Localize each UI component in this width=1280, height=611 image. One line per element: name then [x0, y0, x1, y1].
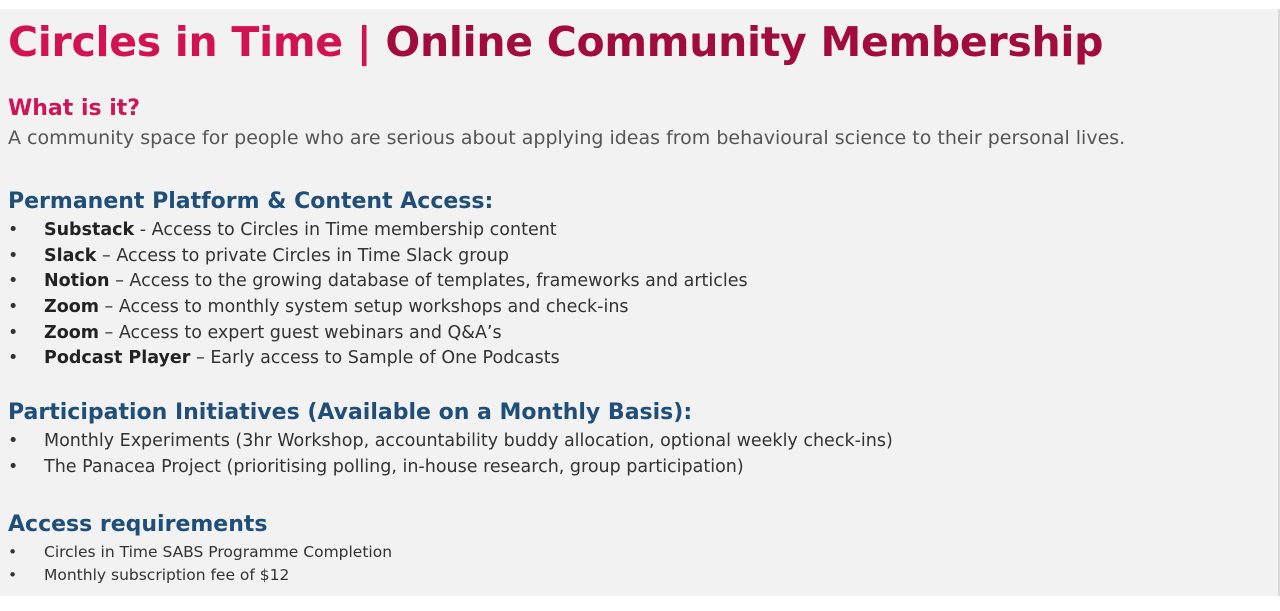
item-text: Early access to Sample of One Podcasts	[210, 348, 560, 369]
what-is-it-description: A community space for people who are serious about applying ideas from behavioural science to their personal lives.	[8, 127, 1126, 149]
list-item	[0, 218, 748, 244]
list-item	[0, 564, 392, 587]
bullet-icon: •	[8, 566, 18, 584]
item-separator: –	[109, 271, 130, 292]
item-name: Notion	[44, 271, 110, 292]
item-text: Access to Circles in Time membership content	[151, 220, 557, 240]
item-separator: –	[96, 245, 117, 266]
bullet-icon: •	[8, 431, 19, 451]
participation-heading: Participation Initiatives (Available on a Monthly Basis):	[8, 400, 693, 425]
list-item	[0, 295, 748, 321]
list-item	[0, 321, 748, 347]
item-name: Substack	[44, 220, 135, 240]
participation-list	[0, 429, 893, 480]
item-separator: –	[190, 348, 211, 369]
item-name: Slack	[44, 245, 97, 266]
list-item	[0, 541, 392, 564]
item-text: Access to the growing database of templates, frameworks and articles	[129, 271, 748, 292]
list-item	[0, 269, 748, 295]
bullet-icon: •	[8, 348, 19, 369]
item-separator: -	[134, 220, 152, 240]
item-separator: –	[98, 322, 119, 343]
access-heading: Access requirements	[8, 512, 268, 537]
list-item	[0, 429, 893, 455]
item-text: Monthly subscription fee of $12	[44, 566, 290, 584]
title-product: Online Community Membership	[385, 18, 1104, 66]
what-is-it-heading: What is it?	[8, 96, 141, 121]
page-title	[8, 18, 1103, 67]
bullet-icon: •	[8, 543, 18, 561]
platform-list	[0, 218, 748, 372]
item-name: Zoom	[44, 322, 99, 343]
item-text: Access to monthly system setup workshops and check-ins	[118, 297, 629, 318]
item-text: Circles in Time SABS Programme Completion	[44, 543, 393, 561]
bullet-icon: •	[8, 271, 19, 292]
item-text: Monthly Experiments (3hr Workshop, accountability buddy allocation, optional weekly check-ins)	[44, 431, 893, 451]
bullet-icon: •	[8, 220, 19, 240]
item-text: The Panacea Project (prioritising polling, in-house research, group participation)	[44, 456, 744, 477]
bullet-icon: •	[8, 297, 19, 318]
item-text: Access to private Circles in Time Slack group	[116, 245, 509, 266]
bullet-icon: •	[8, 456, 19, 477]
list-item	[0, 346, 748, 372]
platform-heading: Permanent Platform & Content Access:	[8, 189, 494, 214]
bullet-icon: •	[8, 245, 19, 266]
bullet-icon: •	[8, 322, 19, 343]
item-name: Zoom	[44, 297, 99, 318]
title-brand: Circles in Time |	[8, 18, 386, 66]
access-list	[0, 541, 392, 587]
item-name: Podcast Player	[44, 348, 191, 369]
item-separator: –	[98, 297, 119, 318]
item-text: Access to expert guest webinars and Q&A’s	[118, 322, 502, 343]
list-item	[0, 455, 893, 481]
list-item	[0, 244, 748, 270]
slide	[0, 9, 1280, 596]
